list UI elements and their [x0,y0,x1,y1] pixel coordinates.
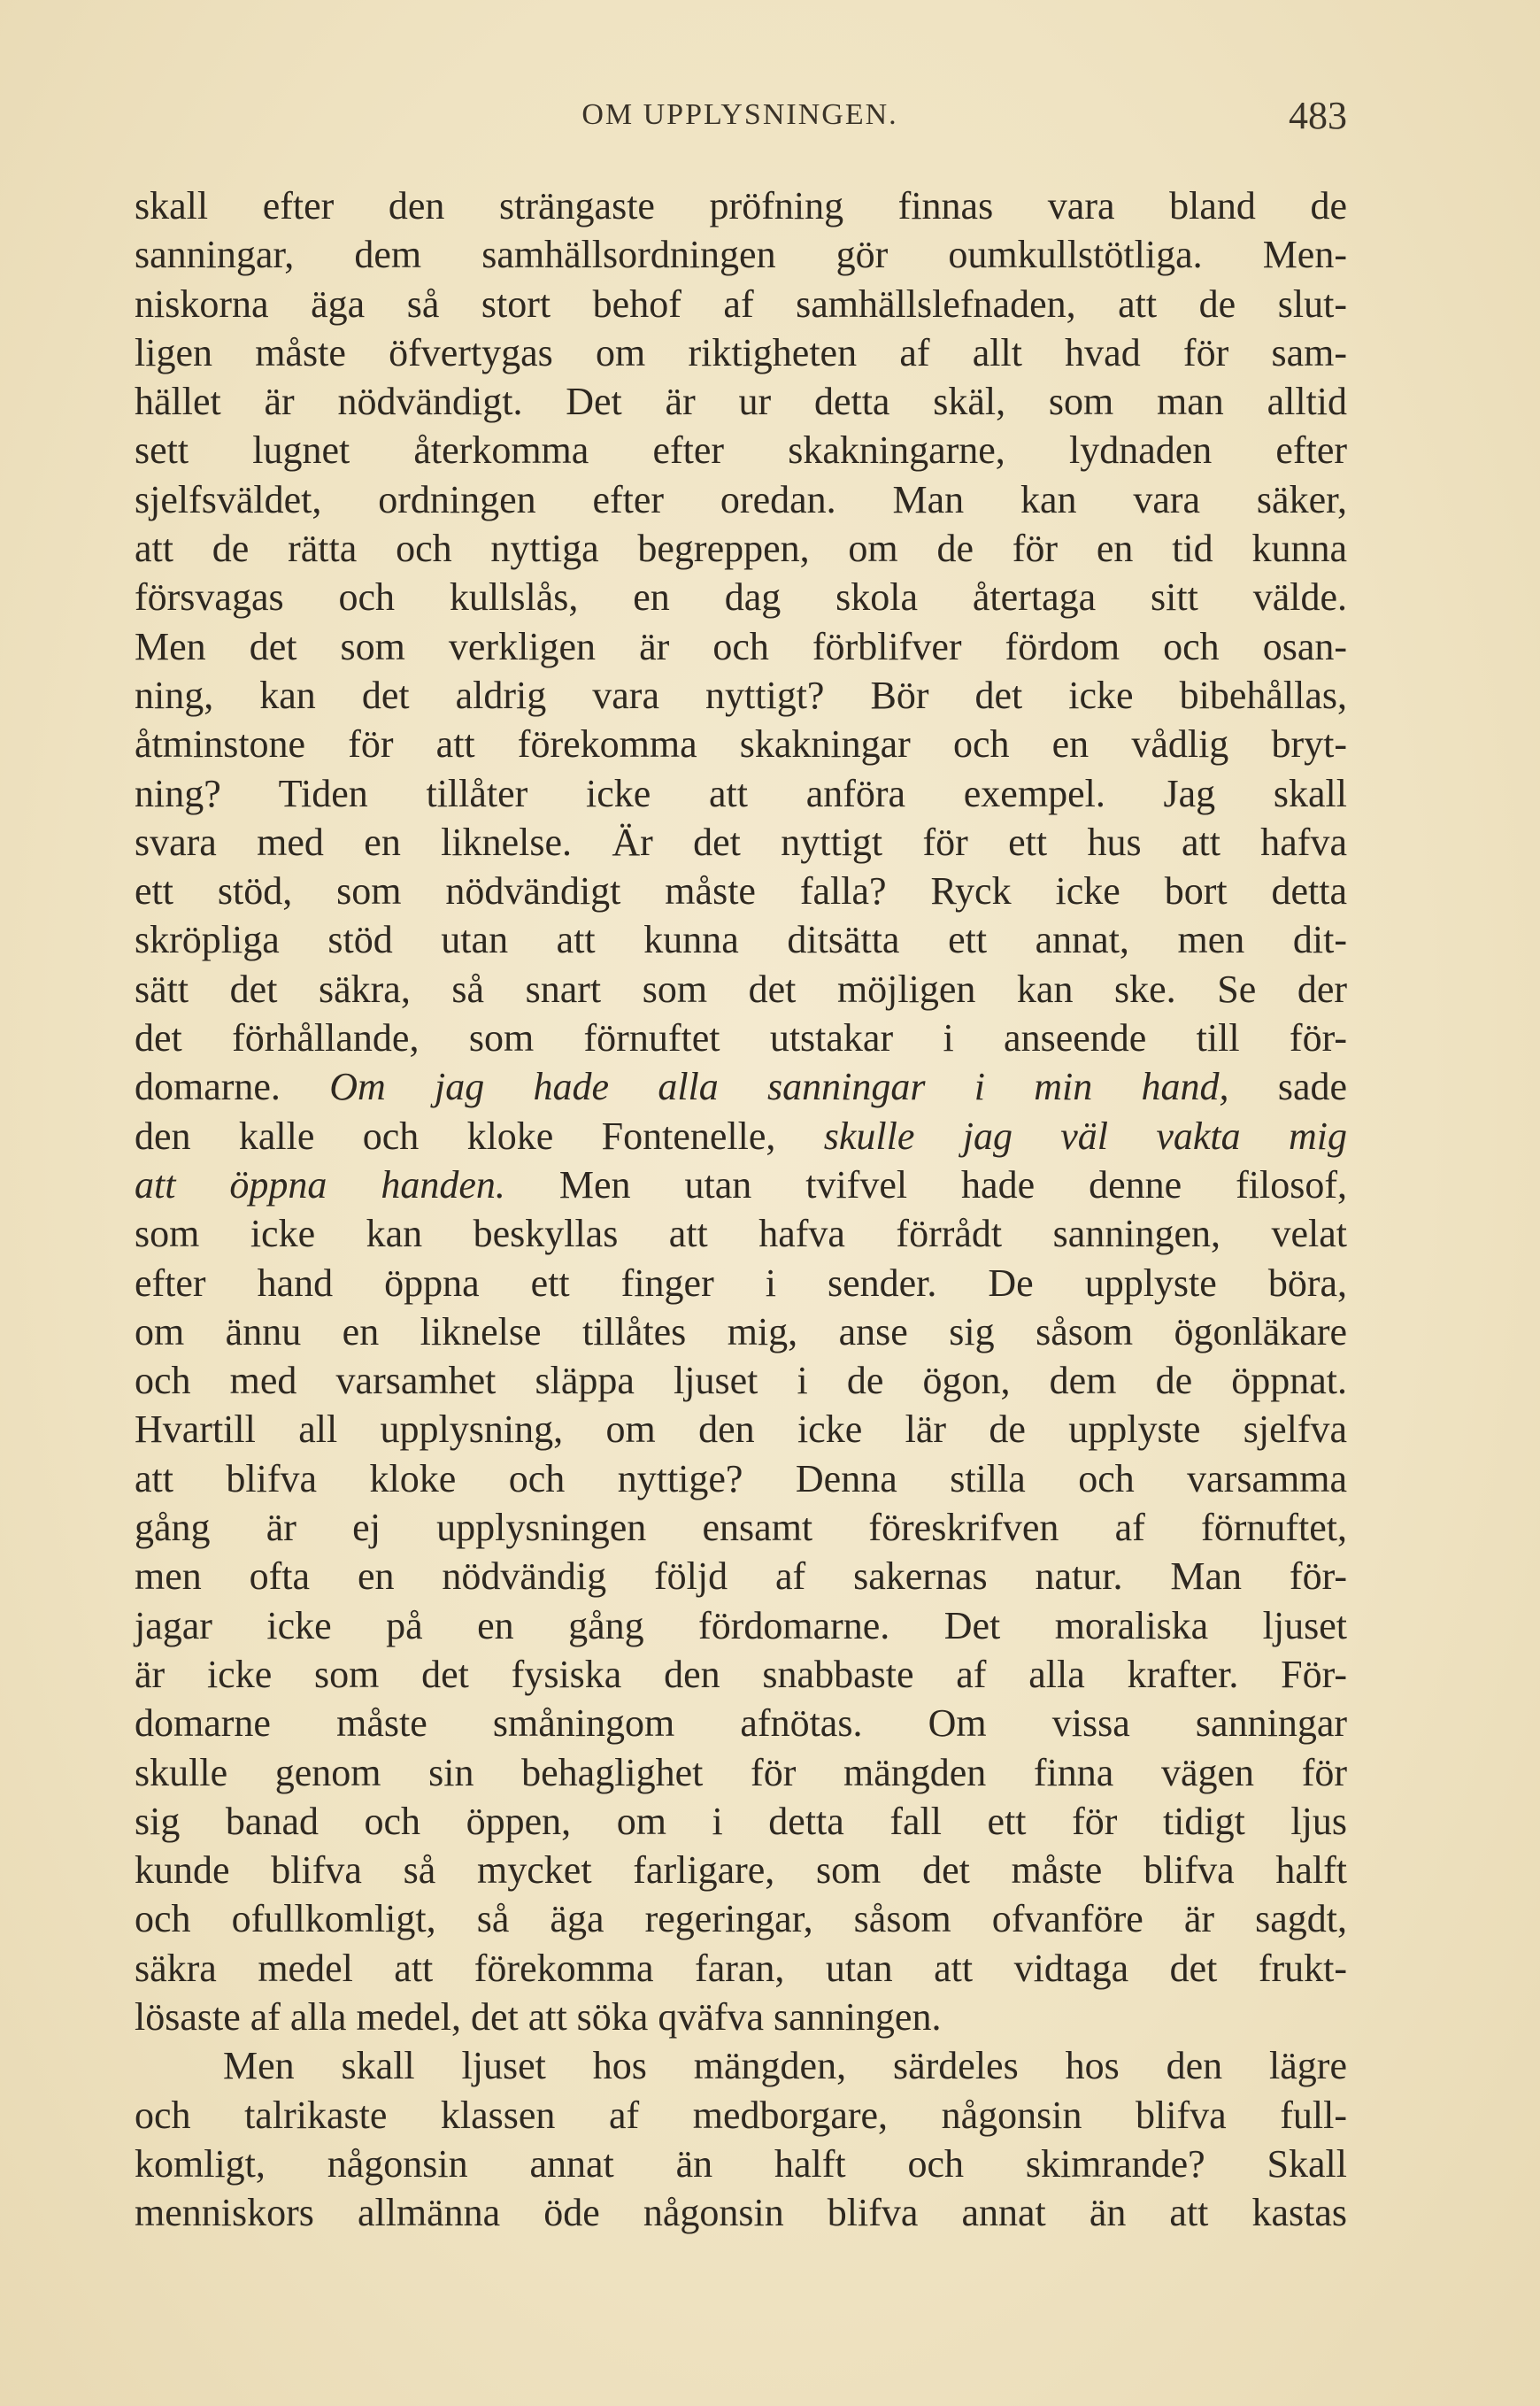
text-line: ning, kan det aldrig vara nyttigt? Bör det icke bibehållas, [135,673,1347,717]
text-line: att blifva kloke och nyttige? Denna stilla och varsamma [135,1456,1347,1500]
text-line: sjelfsväldet, ordningen efter oredan. Man kan vara säker, [135,477,1347,521]
chapter-title: OM UPPLYSNINGEN. [581,98,898,131]
quote-italic: att öppna handen. [135,1162,505,1207]
quote-lead: domarne. [135,1065,330,1109]
text-line: skall efter den strängaste pröfning finnas vara bland de [135,184,1347,227]
text-line-quote [135,1062,1347,1111]
running-head [133,93,1347,137]
text-line: efter hand öppna ett finger i sender. De upplyste böra, [135,1261,1347,1305]
text-line: om ännu en liknelse tillåtes mig, anse sig såsom ögonläkare [135,1309,1347,1353]
body-text [135,181,1347,2237]
text-line: att de rätta och nyttiga begreppen, om de för en tid kunna [135,527,1347,571]
text-line: sett lugnet återkomma efter skakningarne, lydnaden efter [135,428,1347,473]
text-line: är icke som det fysiska den snabbaste af alla krafter. För- [135,1652,1347,1696]
text-line: och ofullkomligt, så äga regeringar, såsom ofvanföre är sagdt, [135,1897,1347,1941]
text-line: Hvartill all upplysning, om den icke lär de upplyste sjelfva [135,1407,1347,1452]
text-line: lösaste af alla medel, det att söka qväfva sanningen. [135,1994,942,2039]
quote-tail: Men utan tvifvel hade denne filosof, [504,1162,1347,1207]
text-line: jagar icke på en gång fördomarne. Det moraliska ljuset [135,1603,1347,1647]
quote-lead: den kalle och kloke Fontenelle, [135,1114,824,1158]
text-line: ning? Tiden tillåter icke att anföra exempel. Jag skall [135,771,1347,815]
text-line-quote [135,1112,1347,1161]
text-line: skulle genom sin behaglighet för mängden finna vägen för [135,1750,1347,1794]
text-line: svara med en liknelse. Är det nyttigt för ett hus att hafva [135,820,1347,864]
text-line: kunde blifva så mycket farligare, som det måste blifva halft [135,1848,1347,1893]
text-line: som icke kan beskyllas att hafva förrådt sanningen, velat [135,1212,1347,1256]
text-line: sätt det säkra, så snart som det möjligen kan ske. Se der [135,967,1347,1011]
text-line: åtminstone för att förekomma skakningar och en vådlig bryt- [135,722,1347,767]
page-number: 483 [1289,94,1347,137]
text-line: menniskors allmänna öde någonsin blifva annat än att kastas [135,2191,1347,2235]
text-line: det förhållande, som förnuftet utstakar i anseende till för- [135,1016,1347,1060]
text-line: skröpliga stöd utan att kunna ditsätta ett annat, men dit- [135,918,1347,962]
quote-tail: sade [1228,1065,1348,1109]
text-line: säkra medel att förekomma faran, utan att vidtaga det frukt- [135,1946,1347,1990]
text-line: niskorna äga så stort behof af samhällslefnaden, att de slut- [135,281,1347,326]
text-line: ligen måste öfvertygas om riktigheten af allt hvad för sam- [135,330,1347,374]
text-line: men ofta en nödvändig följd af sakernas natur. Man för- [135,1554,1347,1599]
text-line: komligt, någonsin annat än halft och skimrande? Skall [135,2141,1347,2186]
text-line: hället är nödvändigt. Det är ur detta skäl, som man alltid [135,380,1347,424]
text-line: Men skall ljuset hos mängden, särdeles hos den lägre [223,2044,1347,2088]
text-line-quote [135,1161,1347,1209]
text-line: försvagas och kullslås, en dag skola återtaga sitt välde. [135,575,1347,620]
text-line: gång är ej upplysningen ensamt föreskrifven af förnuftet, [135,1506,1347,1550]
text-line: och med varsamhet släppa ljuset i de ögon, dem de öppnat. [135,1359,1347,1403]
text-line: sanningar, dem samhällsordningen gör oumkullstötliga. Men- [135,233,1347,277]
text-line: sig banad och öppen, om i detta fall ett för tidigt ljus [135,1799,1347,1843]
text-line: ett stöd, som nödvändigt måste falla? Ryck icke bort detta [135,869,1347,914]
text-line: och talrikaste klassen af medborgare, någonsin blifva full- [135,2093,1347,2137]
text-line: Men det som verkligen är och förblifver fördom och osan- [135,624,1347,668]
quote-italic: skulle jag väl vakta mig [823,1114,1347,1158]
quote-italic: Om jag hade alla sanningar i min hand, [329,1065,1229,1109]
text-line: domarne måste småningom afnötas. Om vissa sanningar [135,1701,1347,1746]
